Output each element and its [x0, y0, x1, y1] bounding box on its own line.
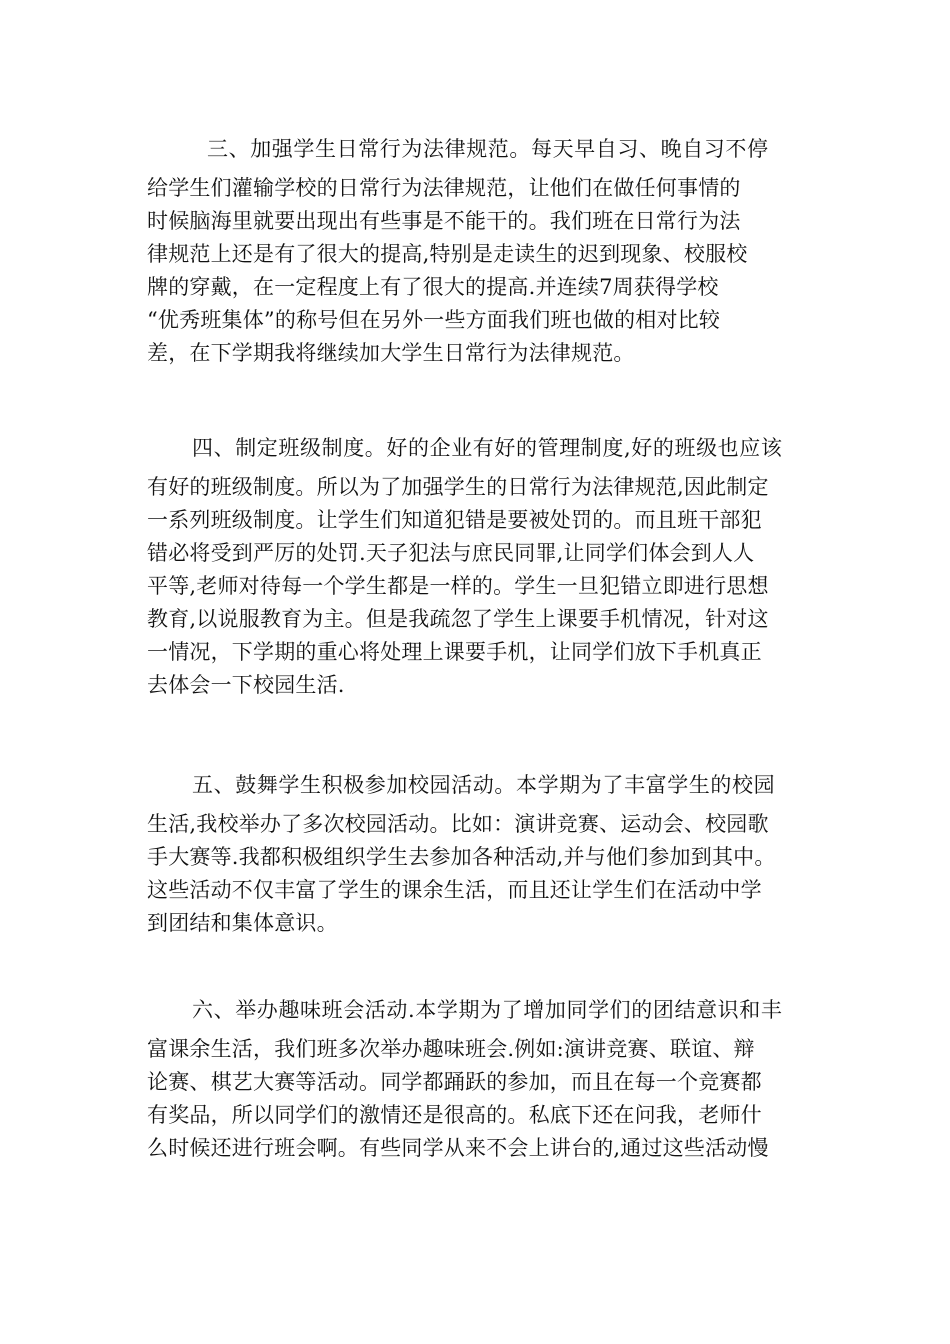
- paragraph-line: 一系列班级制度。让学生们知道犯错是要被处罚的。而且班干部犯: [147, 508, 762, 532]
- paragraph-line: “优秀班集体”的称号但在另外一些方面我们班也做的相对比较: [147, 308, 721, 332]
- paragraph-line: 五、鼓舞学生积极参加校园活动。本学期为了丰富学生的校园: [192, 773, 776, 797]
- paragraph-line: 错必将受到严厉的处罚.天子犯法与庶民同罪,让同学们体会到人人: [147, 541, 755, 565]
- paragraph-line: 平等,老师对待每一个学生都是一样的。学生一旦犯错立即进行思想: [147, 574, 769, 598]
- paragraph-line: 论赛、棋艺大赛等活动。同学都踊跃的参加，而且在每一个竞赛都: [147, 1070, 762, 1094]
- paragraph-line: 给学生们灌输学校的日常行为法律规范，让他们在做任何事情的: [147, 176, 741, 200]
- paragraph-line: 这些活动不仅丰富了学生的课余生活，而且还让学生们在活动中学: [147, 878, 762, 902]
- paragraph-line: 有奖品，所以同学们的激情还是很高的。私底下还在问我，老师什: [147, 1103, 762, 1127]
- paragraph-section-five: [147, 769, 807, 940]
- paragraph-line: 时候脑海里就要出现出有些事是不能干的。我们班在日常行为法: [147, 209, 741, 233]
- paragraph-line: 去体会一下校园生活.: [147, 673, 345, 697]
- paragraph-line: 四、制定班级制度。好的企业有好的管理制度,好的班级也应该: [192, 436, 783, 460]
- paragraph-line: 富课余生活，我们班多次举办趣味班会.例如:演讲竞赛、联谊、辩: [147, 1037, 755, 1061]
- paragraph-line: 到团结和集体意识。: [147, 911, 338, 935]
- paragraph-line: 牌的穿戴，在一定程度上有了很大的提高.并连续7周获得学校: [147, 275, 719, 299]
- paragraph-section-four: [147, 432, 807, 702]
- paragraph-line: 差，在下学期我将继续加大学生日常行为法律规范。: [147, 341, 635, 365]
- paragraph-section-six: [147, 994, 807, 1165]
- paragraph-line: 手大赛等.我都积极组织学生去参加各种活动,并与他们参加到其中。: [147, 845, 776, 869]
- paragraph-line: 一情况，下学期的重心将处理上课要手机，让同学们放下手机真正: [147, 640, 762, 664]
- paragraph-line: 六、举办趣味班会活动.本学期为了增加同学们的团结意识和丰: [192, 998, 783, 1022]
- paragraph-section-three: [147, 133, 807, 370]
- paragraph-line: 教育,以说服教育为主。但是我疏忽了学生上课要手机情况，针对这: [147, 607, 769, 631]
- paragraph-line: 生活,我校举办了多次校园活动。比如：演讲竞赛、运动会、校园歌: [147, 812, 769, 836]
- paragraph-line: 三、加强学生日常行为法律规范。每天早自习、晚自习不停: [207, 137, 769, 161]
- paragraph-line: 有好的班级制度。所以为了加强学生的日常行为法律规范,因此制定: [147, 475, 769, 499]
- paragraph-line: 律规范上还是有了很大的提高,特别是走读生的迟到现象、校服校: [147, 242, 748, 266]
- paragraph-line: 么时候还进行班会啊。有些同学从来不会上讲台的,通过这些活动慢: [147, 1136, 769, 1160]
